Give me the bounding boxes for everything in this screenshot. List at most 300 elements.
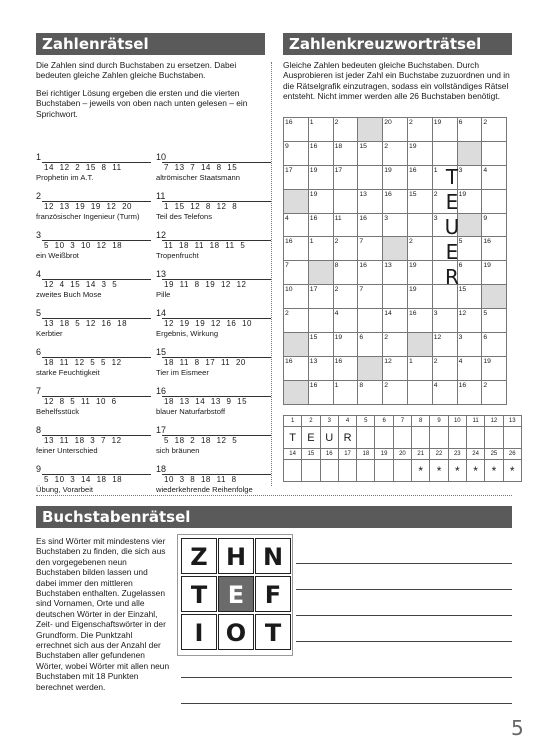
grid-cell-number: 4	[458, 357, 463, 365]
zahlenraetsel-header: Zahlenrätsel	[36, 33, 265, 55]
key-number: 16	[320, 449, 338, 460]
key-number: 1	[284, 416, 302, 427]
grid-cell-number: 8	[334, 262, 339, 270]
clue-item	[36, 386, 151, 425]
grid-cell-number: 4	[433, 381, 438, 389]
clue-item	[36, 152, 151, 191]
grid-cell-number: 1	[309, 238, 314, 246]
grid-cell-number: 2	[384, 381, 388, 389]
clue-item	[156, 464, 271, 503]
grid-cell-number: 16	[408, 310, 417, 318]
grid-cell[interactable]	[358, 165, 383, 189]
grid-cell[interactable]	[333, 333, 358, 357]
clue-hint: Ergebnis, Wirkung	[156, 329, 219, 338]
grid-cell-number: 1	[408, 357, 413, 365]
clue-digits: 12 8 5 11 10 6	[44, 397, 117, 406]
grid-cell-number: 16	[458, 381, 467, 389]
grid-cell[interactable]	[383, 189, 408, 213]
grid-cell-number: 2	[408, 238, 413, 246]
key-letter-cell[interactable]	[284, 460, 302, 482]
grid-cell-shaded	[482, 285, 507, 309]
grid-cell-number: 2	[433, 190, 438, 198]
clue-number: 18	[156, 464, 167, 474]
clue-digits: 5 10 3 14 18 18	[44, 475, 123, 484]
clue-hint: blauer Naturfarbstoff	[156, 407, 226, 416]
key-letter-cell[interactable]: R	[338, 427, 356, 449]
grid-cell[interactable]	[284, 356, 309, 380]
grid-cell-number: 11	[334, 214, 342, 222]
section-divider	[36, 495, 512, 496]
grid-cell[interactable]	[358, 285, 383, 309]
key-letter-cell[interactable]	[412, 427, 430, 449]
grid-cell[interactable]	[383, 285, 408, 309]
key-number: 20	[393, 449, 411, 460]
grid-cell[interactable]	[383, 380, 408, 404]
grid-cell[interactable]	[333, 285, 358, 309]
grid-cell[interactable]	[457, 309, 482, 333]
grid-cell[interactable]	[358, 141, 383, 165]
grid-cell-number: 19	[483, 262, 491, 270]
key-letter-cell[interactable]	[375, 460, 393, 482]
clue-digits: 11 18 11 18 11 5	[164, 241, 246, 250]
grid-cell-number: 1	[309, 119, 314, 126]
key-number: 17	[338, 449, 356, 460]
key-letter-cell[interactable]	[485, 427, 503, 449]
grid-cell-number: 19	[483, 357, 491, 365]
grid-cell-number: 16	[285, 238, 293, 246]
grid-cell[interactable]	[284, 141, 309, 165]
grid-cell[interactable]	[482, 356, 507, 380]
clue-hint: altrömischer Staatsmann	[156, 173, 240, 182]
grid-cell[interactable]	[383, 333, 408, 357]
grid-cell-number: 8	[359, 381, 364, 389]
clue-digits: 7 13 7 14 8 15	[164, 163, 238, 172]
grid-cell-number: 19	[433, 119, 442, 126]
grid-cell-number: 2	[384, 334, 388, 342]
grid-cell-number: 1	[334, 381, 339, 389]
clue-column-left	[36, 152, 151, 503]
grid-cell-number: 5	[458, 238, 463, 246]
grid-cell-number: 4	[334, 310, 339, 318]
clue-hint: feiner Unterschied	[36, 446, 98, 455]
grid-cell[interactable]	[333, 309, 358, 333]
grid-cell[interactable]	[284, 309, 309, 333]
letter-tile: T	[181, 576, 217, 612]
grid-cell-number: 19	[309, 166, 318, 174]
letter-tile: O	[218, 614, 254, 650]
grid-cell-number: 3	[433, 310, 438, 318]
key-letter-cell[interactable]	[466, 427, 484, 449]
grid-cell[interactable]	[407, 261, 432, 285]
grid-cell-number: 17	[334, 166, 343, 174]
zahlenraetsel-intro-1: Die Zahlen sind durch Buchstaben zu ersetzen. Dabei bedeuten gleiche Zahlen gleiche Buchstaben.	[36, 60, 237, 81]
clue-number: 15	[156, 347, 167, 357]
key-letter-cell[interactable]: *	[503, 460, 521, 482]
grid-cell[interactable]	[308, 333, 333, 357]
clue-number: 17	[156, 425, 167, 435]
key-letter-cell[interactable]	[375, 427, 393, 449]
key-letter-cell[interactable]: *	[448, 460, 466, 482]
grid-cell[interactable]	[432, 309, 457, 333]
buchstaben-intro-text: Es sind Wörter mit mindestens vier Buchstaben zu finden, die sich aus den vorgegebenen neun Buchstaben bilden lassen und dabei immer den mittleren Buchstaben enthalten. Zugelassen sind Vornamen, Orte und alle deutschen Wörter in der Einzahl, Zeit- und Eigenschaftswörter in der Grundform. Die Punktzahl errechnet sich aus der Anzahl der Buchstaben aller gefundenen Wörter, wobei Wörter mit allen neun Buchstaben mit 18 Punkten berechnet werden.	[36, 536, 170, 692]
clue-number: 9	[36, 464, 42, 474]
grid-cell-number: 12	[384, 357, 392, 365]
grid-cell[interactable]	[482, 118, 507, 142]
clue-digits: 5 10 3 10 12 18	[44, 241, 123, 250]
clue-item	[156, 230, 271, 269]
clue-item	[156, 269, 271, 308]
grid-cell-number: 13	[309, 357, 318, 365]
answer-line[interactable]	[296, 615, 512, 616]
grid-cell-number: 2	[483, 119, 488, 126]
grid-cell[interactable]	[333, 189, 358, 213]
key-letter-cell[interactable]	[448, 427, 466, 449]
grid-cell[interactable]	[407, 189, 432, 213]
grid-cell[interactable]	[407, 118, 432, 142]
grid-cell[interactable]	[457, 118, 482, 142]
grid-cell[interactable]	[432, 118, 457, 142]
grid-cell-number: 2	[334, 238, 339, 246]
grid-cell-number: 15	[359, 142, 367, 150]
grid-cell[interactable]	[308, 285, 333, 309]
grid-cell-number: 2	[483, 381, 488, 389]
grid-cell-number: 13	[359, 190, 367, 198]
key-number: 12	[485, 416, 503, 427]
zahlenkreuz-header: Zahlenkreuzworträtsel	[283, 33, 512, 55]
solution-word-teuer	[441, 165, 463, 290]
grid-cell-number: 2	[408, 119, 413, 126]
grid-cell-number: 13	[384, 262, 392, 270]
answer-line[interactable]	[181, 703, 512, 704]
number-crossword-grid	[283, 117, 507, 405]
grid-cell[interactable]	[407, 380, 432, 404]
grid-cell-number: 7	[359, 238, 364, 246]
key-letter-cell[interactable]	[393, 460, 411, 482]
key-letter-cell[interactable]	[430, 427, 448, 449]
key-number: 14	[284, 449, 302, 460]
grid-cell[interactable]	[358, 237, 383, 261]
buchstaben-header: Buchstabenrätsel	[36, 506, 512, 528]
grid-cell[interactable]	[432, 141, 457, 165]
clue-number: 8	[36, 425, 42, 435]
clue-number: 6	[36, 347, 42, 357]
clue-digits: 18 13 14 13 9 15	[164, 397, 248, 406]
grid-cell[interactable]	[482, 237, 507, 261]
clue-item	[36, 269, 151, 308]
grid-cell[interactable]	[383, 261, 408, 285]
grid-cell[interactable]	[482, 333, 507, 357]
grid-cell-number: 2	[334, 119, 339, 126]
grid-cell-number: 15	[458, 286, 467, 294]
clue-hint: ein Weißbrot	[36, 251, 79, 260]
grid-cell-number: 3	[458, 334, 463, 342]
grid-cell[interactable]	[358, 261, 383, 285]
grid-cell[interactable]	[333, 380, 358, 404]
solution-letter: R	[445, 265, 459, 289]
grid-cell[interactable]	[482, 165, 507, 189]
key-letter-cell[interactable]: E	[302, 427, 320, 449]
grid-cell-shaded	[308, 261, 333, 285]
grid-cell-number: 16	[309, 214, 318, 222]
grid-cell[interactable]	[284, 237, 309, 261]
grid-cell[interactable]	[284, 285, 309, 309]
grid-cell-number: 19	[334, 334, 343, 342]
answer-line[interactable]	[296, 641, 512, 642]
key-letter-cell[interactable]: U	[320, 427, 338, 449]
letter-tile: T	[255, 614, 291, 650]
grid-cell-number: 3	[458, 166, 463, 174]
clue-hint: starke Feuchtigkeit	[36, 368, 100, 377]
grid-cell[interactable]	[358, 189, 383, 213]
key-letter-cell[interactable]: *	[485, 460, 503, 482]
grid-cell-number: 19	[384, 166, 392, 174]
key-letter-cell[interactable]	[503, 427, 521, 449]
grid-cell-number: 3	[384, 214, 388, 222]
grid-cell-shaded	[407, 333, 432, 357]
letter-key-table	[283, 415, 522, 482]
answer-line[interactable]	[181, 677, 512, 678]
grid-cell[interactable]	[432, 356, 457, 380]
grid-cell-number: 6	[483, 334, 488, 342]
clue-item	[36, 230, 151, 269]
grid-cell-number: 2	[285, 310, 289, 318]
answer-line[interactable]	[296, 563, 512, 564]
key-number: 2	[302, 416, 320, 427]
letter-tile: N	[255, 538, 291, 574]
clue-digits: 13 18 5 12 16 18	[44, 319, 128, 328]
grid-cell-number: 2	[334, 286, 339, 294]
grid-cell-number: 10	[285, 286, 293, 294]
grid-cell-number: 15	[309, 334, 318, 342]
grid-cell[interactable]	[308, 141, 333, 165]
clue-hint: Prophetin im A.T.	[36, 173, 94, 182]
grid-cell[interactable]	[432, 333, 457, 357]
clue-digits: 12 4 15 14 3 5	[44, 280, 118, 289]
grid-cell[interactable]	[407, 141, 432, 165]
key-number: 21	[412, 449, 430, 460]
key-letter-cell[interactable]: *	[430, 460, 448, 482]
grid-cell[interactable]	[482, 141, 507, 165]
clue-item	[156, 425, 271, 464]
key-number: 3	[320, 416, 338, 427]
key-number: 4	[338, 416, 356, 427]
grid-cell[interactable]	[482, 380, 507, 404]
grid-cell[interactable]	[308, 309, 333, 333]
clue-number: 3	[36, 230, 42, 240]
clue-number: 4	[36, 269, 42, 279]
key-number: 22	[430, 449, 448, 460]
clue-item	[156, 191, 271, 230]
clue-item	[36, 464, 151, 503]
grid-cell[interactable]	[284, 118, 309, 142]
grid-cell[interactable]	[358, 333, 383, 357]
clue-hint: Pille	[156, 290, 171, 299]
key-number: 15	[302, 449, 320, 460]
grid-cell-number: 6	[458, 262, 463, 270]
grid-cell[interactable]	[308, 165, 333, 189]
grid-cell-number: 6	[359, 334, 364, 342]
grid-cell-number: 3	[433, 214, 438, 222]
key-letter-cell[interactable]	[357, 427, 375, 449]
clue-number: 7	[36, 386, 42, 396]
grid-cell-number: 16	[483, 238, 491, 246]
grid-cell-shaded	[284, 189, 309, 213]
letter-tile: Z	[181, 538, 217, 574]
grid-cell-number: 20	[384, 119, 392, 126]
solution-letter: E	[445, 190, 459, 214]
grid-cell[interactable]	[407, 285, 432, 309]
clue-digits: 18 11 8 17 11 20	[164, 358, 246, 367]
grid-cell[interactable]	[432, 380, 457, 404]
clue-item	[156, 152, 271, 191]
grid-cell[interactable]	[383, 141, 408, 165]
grid-cell[interactable]	[333, 356, 358, 380]
grid-cell-number: 9	[285, 142, 289, 150]
grid-cell[interactable]	[383, 118, 408, 142]
grid-cell-number: 4	[285, 214, 289, 222]
grid-cell[interactable]	[333, 118, 358, 142]
clue-number: 5	[36, 308, 42, 318]
center-letter: E	[218, 576, 254, 612]
clue-item	[156, 386, 271, 425]
letter-tile: H	[218, 538, 254, 574]
grid-cell-shaded	[284, 380, 309, 404]
key-number: 11	[466, 416, 484, 427]
grid-cell-number: 19	[458, 190, 467, 198]
grid-cell[interactable]	[407, 309, 432, 333]
grid-cell[interactable]	[308, 118, 333, 142]
grid-cell[interactable]	[333, 237, 358, 261]
grid-cell[interactable]	[358, 213, 383, 237]
answer-line[interactable]	[296, 589, 512, 590]
clue-column-right	[156, 152, 271, 503]
grid-cell[interactable]	[358, 309, 383, 333]
grid-cell[interactable]	[457, 356, 482, 380]
grid-cell[interactable]	[383, 356, 408, 380]
solution-letter: U	[444, 215, 460, 239]
grid-cell[interactable]	[407, 237, 432, 261]
grid-cell-number: 9	[483, 214, 488, 222]
clue-digits: 12 13 19 19 12 20	[44, 202, 133, 211]
key-number: 10	[448, 416, 466, 427]
grid-cell[interactable]	[284, 165, 309, 189]
clue-item	[36, 191, 151, 230]
grid-cell[interactable]	[457, 333, 482, 357]
clue-number: 11	[156, 191, 166, 201]
grid-cell[interactable]	[308, 213, 333, 237]
grid-cell[interactable]	[333, 213, 358, 237]
grid-cell-number: 17	[285, 166, 293, 174]
clue-hint: Teil des Telefons	[156, 212, 213, 221]
grid-cell-number: 18	[334, 142, 343, 150]
grid-cell[interactable]	[482, 189, 507, 213]
letter-tile: F	[255, 576, 291, 612]
zahlenraetsel-intro-2: Bei richtiger Lösung ergeben die ersten und die vierten Buchstaben – jeweils von oben nach unten gelesen – ein Sprichwort.	[36, 87, 248, 119]
clue-number: 10	[156, 152, 167, 162]
clue-digits: 12 19 19 12 16 10	[164, 319, 253, 328]
grid-cell-number: 16	[408, 166, 417, 174]
grid-cell[interactable]	[333, 261, 358, 285]
grid-cell[interactable]	[333, 141, 358, 165]
grid-cell[interactable]	[407, 356, 432, 380]
key-number: 23	[448, 449, 466, 460]
clue-number: 13	[156, 269, 167, 279]
key-letter-cell[interactable]	[393, 427, 411, 449]
clue-item	[156, 347, 271, 386]
key-letter-cell[interactable]: *	[466, 460, 484, 482]
grid-cell[interactable]	[407, 213, 432, 237]
grid-cell[interactable]	[482, 261, 507, 285]
clue-number: 16	[156, 386, 167, 396]
grid-cell-number: 16	[359, 262, 367, 270]
grid-cell[interactable]	[284, 261, 309, 285]
grid-cell-number: 12	[458, 310, 467, 318]
key-number: 26	[503, 449, 521, 460]
clue-digits: 10 3 8 18 11 8	[164, 475, 237, 484]
grid-cell[interactable]	[383, 213, 408, 237]
grid-cell[interactable]	[482, 213, 507, 237]
grid-cell[interactable]	[383, 309, 408, 333]
grid-cell[interactable]	[407, 165, 432, 189]
clue-hint: Tropenfrucht	[156, 251, 199, 260]
grid-cell[interactable]	[308, 356, 333, 380]
key-number: 5	[357, 416, 375, 427]
clue-hint: Übung, Vorarbeit	[36, 485, 93, 494]
grid-cell[interactable]	[284, 213, 309, 237]
grid-cell-number: 1	[433, 166, 438, 174]
clue-digits: 5 18 2 18 12 5	[164, 436, 238, 445]
grid-cell-number: 7	[359, 286, 364, 294]
clue-item	[36, 308, 151, 347]
zahlenraetsel-intro	[36, 60, 265, 126]
key-number: 7	[393, 416, 411, 427]
grid-cell[interactable]	[308, 189, 333, 213]
grid-cell-number: 6	[458, 119, 463, 126]
grid-cell-number: 16	[285, 119, 293, 126]
grid-cell-number: 16	[384, 190, 392, 198]
clue-number: 2	[36, 191, 42, 201]
key-letter-cell[interactable]: *	[412, 460, 430, 482]
key-letter-cell[interactable]	[302, 460, 320, 482]
key-number: 18	[357, 449, 375, 460]
clue-hint: sich bräunen	[156, 446, 200, 455]
grid-cell-number: 16	[359, 214, 367, 222]
grid-cell[interactable]	[308, 237, 333, 261]
grid-cell[interactable]	[482, 309, 507, 333]
grid-cell[interactable]	[383, 165, 408, 189]
key-letter-cell[interactable]: T	[284, 427, 302, 449]
key-letter-cell[interactable]	[338, 460, 356, 482]
grid-cell[interactable]	[358, 380, 383, 404]
grid-cell-number: 17	[309, 286, 318, 294]
grid-cell[interactable]	[333, 165, 358, 189]
grid-cell-number: 7	[285, 262, 289, 270]
page-number: 5	[511, 716, 524, 740]
clue-hint: französischer Ingenieur (Turm)	[36, 212, 140, 221]
clue-digits: 1 15 12 8 12 8	[164, 202, 238, 211]
grid-cell-number: 19	[408, 142, 417, 150]
key-letter-cell[interactable]	[357, 460, 375, 482]
key-letter-cell[interactable]	[320, 460, 338, 482]
grid-cell-number: 19	[309, 190, 318, 198]
grid-cell[interactable]	[457, 380, 482, 404]
zahlenkreuz-intro-text: Gleiche Zahlen bedeuten gleiche Buchstaben. Durch Ausprobieren ist jeder Zahl ein Buchstabe zuzuordnen und in die Rätselgrafik einzutragen, sodass ein vollständiges Rätsel entsteht. Nicht immer werden alle 26 Buchstaben benötigt.	[283, 60, 510, 102]
solution-letter: E	[445, 240, 459, 264]
grid-cell-number: 15	[408, 190, 417, 198]
buchstaben-intro	[36, 536, 170, 699]
column-divider	[271, 62, 272, 486]
grid-cell[interactable]	[308, 380, 333, 404]
